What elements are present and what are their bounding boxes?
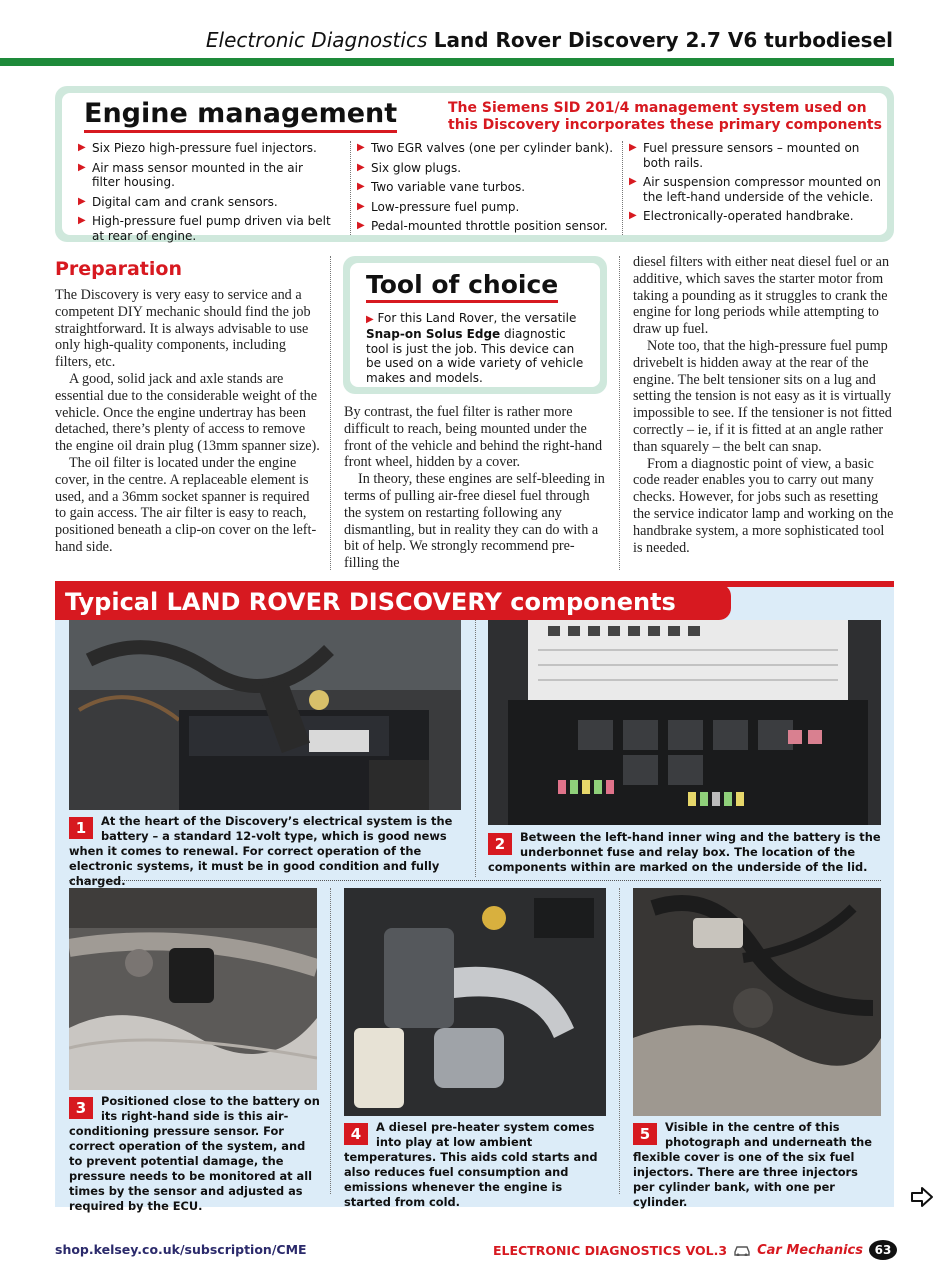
tool-of-choice-text: ▶ For this Land Rover, the versatile Snap-on Solus Edge diagnostic tool is just the job. This device can be used on a wide variety of vehicle makes and models. (366, 310, 584, 385)
arrow-icon: ▶ (366, 313, 374, 325)
list-item: ▶ Low-pressure fuel pump. (357, 200, 620, 215)
list-item: ▶ Six Piezo high-pressure fuel injectors. (78, 141, 334, 156)
paragraph: In theory, these engines are self-bleeding in terms of pulling air-free diesel fuel through the system on restarting following any dismantling, but in reality they can do with a bit of help. We strongly recommend pre-filling the (344, 471, 605, 572)
tool-of-choice-title: Tool of choice (366, 271, 558, 303)
list-item: ▶ Air mass sensor mounted in the air filter housing. (78, 161, 334, 190)
row-divider (69, 880, 881, 881)
caption-number: 3 (69, 1097, 93, 1119)
car-icon (733, 1244, 751, 1256)
list-item: ▶ Electronically-operated handbrake. (629, 209, 884, 224)
paragraph: By contrast, the fuel filter is rather more difficult to reach, being mounted under the front of the vehicle and behind the right-hand front wheel, hidden by a cover. (344, 404, 603, 471)
list-item: ▶ High-pressure fuel pump driven via belt at rear of engine. (78, 214, 334, 243)
list-item: ▶ Two variable vane turbos. (357, 180, 620, 195)
caption-5: 5 Visible in the centre of this photograph and underneath the flexible cover is one of the six fuel injectors. There are three injectors per cylinder bank, with one per cylinder. (633, 1120, 872, 1209)
engine-management-panel (55, 86, 894, 242)
components-list-3 (622, 141, 884, 235)
paragraph: From a diagnostic point of view, a basic code reader enables you to carry out many checks. However, for jobs such as resetting the service indicator lamp and working on the handbrake system, a more sophisticated tool is needed. (633, 455, 894, 556)
engine-management-subtitle: The Siemens SID 201/4 management system used on this Discovery incorporates these primary components (448, 100, 882, 133)
ac-sensor-photo (69, 888, 317, 1090)
list-item: ▶ Fuel pressure sensors – mounted on both rails. (629, 141, 884, 170)
page-header (206, 28, 893, 52)
components-list-1 (78, 141, 334, 248)
tool-name: Snap-on Solus Edge (366, 327, 501, 342)
page-footer (493, 1240, 897, 1260)
caption-1: 1 At the heart of the Discovery’s electrical system is the battery – a standard 12-volt type, which is good news when it comes to renewal. For correct operation of the electronic systems, it must be in good condition and fully charged. (69, 814, 453, 888)
paragraph: diesel filters with either neat diesel fuel or an additive, which saves the starter motor from taking a pounding as it struggles to crank the engine for long periods while attempting to draw up fuel. (633, 254, 890, 338)
preparation-body (55, 287, 320, 556)
next-page-arrow-icon[interactable] (910, 1186, 934, 1208)
column-divider (619, 256, 620, 570)
list-item: ▶ Six glow plugs. (357, 161, 620, 176)
caption-number: 4 (344, 1123, 368, 1145)
caption-number: 5 (633, 1123, 657, 1145)
paragraph: A good, solid jack and axle stands are essential due to the considerable weight of the vehicle. Once the engine undertray has been detached, there’s plenty of access to remove the engine oil drain plug (13mm spanner size). (55, 370, 320, 455)
battery-photo (69, 620, 461, 810)
caption-4: 4 A diesel pre-heater system comes into play at low ambient temperatures. This aids cold starts and also reduces fuel consumption and emissions whenever the engine is started from cold. (344, 1120, 598, 1209)
column-divider (330, 256, 331, 570)
middle-column-body (344, 404, 608, 572)
list-item: ▶ Digital cam and crank sensors. (78, 195, 334, 210)
list-item: ▶ Two EGR valves (one per cylinder bank). (357, 141, 620, 156)
page-number: 63 (869, 1240, 897, 1260)
components-banner: Typical LAND ROVER DISCOVERY components (55, 584, 731, 620)
right-column-body (633, 254, 895, 556)
subscription-link[interactable]: shop.kelsey.co.uk/subscription/CME (55, 1242, 307, 1257)
caption-2: 2 Between the left-hand inner wing and the battery is the underbonnet fuse and relay box. The location of the components within are marked on the underside of the lid. (488, 830, 881, 874)
fuse-box-photo (488, 620, 881, 825)
photo-divider (475, 620, 476, 877)
paragraph: The oil filter is located under the engine cover, in the centre. A replaceable element is used, and a 36mm socket spanner is required to gain access. The air filter is easy to reach, positioned beneath a clip-on cover on the left-hand side. (55, 454, 317, 555)
tool-of-choice-panel (343, 256, 607, 394)
paragraph: Note too, that the high-pressure fuel pump drivebelt is hidden away at the rear of the engine. The belt tensioner sits on a lug and setting the tension is not easy as it is virtually impossible to see. If the tensioner is not fitted correctly – ie, if it is fitted at an angle rather than squarely – the belt can snap. (633, 337, 892, 455)
preparation-heading: Preparation (55, 258, 182, 280)
caption-3: 3 Positioned close to the battery on its right-hand side is this air-conditioning pressure sensor. For correct operation of the system, and to prevent potential damage, the pressure needs to be monitored at all times by the sensor and adjusted as required by the ECU. (69, 1094, 320, 1213)
caption-number: 1 (69, 817, 93, 839)
engine-management-title: Engine management (84, 99, 397, 133)
list-item: ▶ Air suspension compressor mounted on the left-hand underside of the vehicle. (629, 175, 884, 204)
header-section: Electronic Diagnostics (205, 28, 428, 52)
photo-divider (619, 888, 620, 1194)
pre-heater-photo (344, 888, 606, 1116)
header-rule (0, 58, 894, 66)
photo-divider (330, 888, 331, 1194)
caption-number: 2 (488, 833, 512, 855)
list-item: ▶ Pedal-mounted throttle position sensor. (357, 219, 620, 234)
header-vehicle: Land Rover Discovery 2.7 V6 turbodiesel (433, 28, 893, 52)
injector-photo (633, 888, 881, 1116)
components-list-2 (350, 141, 620, 235)
paragraph: The Discovery is very easy to service and a competent DIY mechanic should find the job straightforward. It is always advisable to use only high-quality components, including filters, etc. (55, 287, 311, 371)
series-title: ELECTRONIC DIAGNOSTICS VOL.3 (492, 1242, 728, 1258)
magazine-name: Car Mechanics (757, 1242, 863, 1258)
